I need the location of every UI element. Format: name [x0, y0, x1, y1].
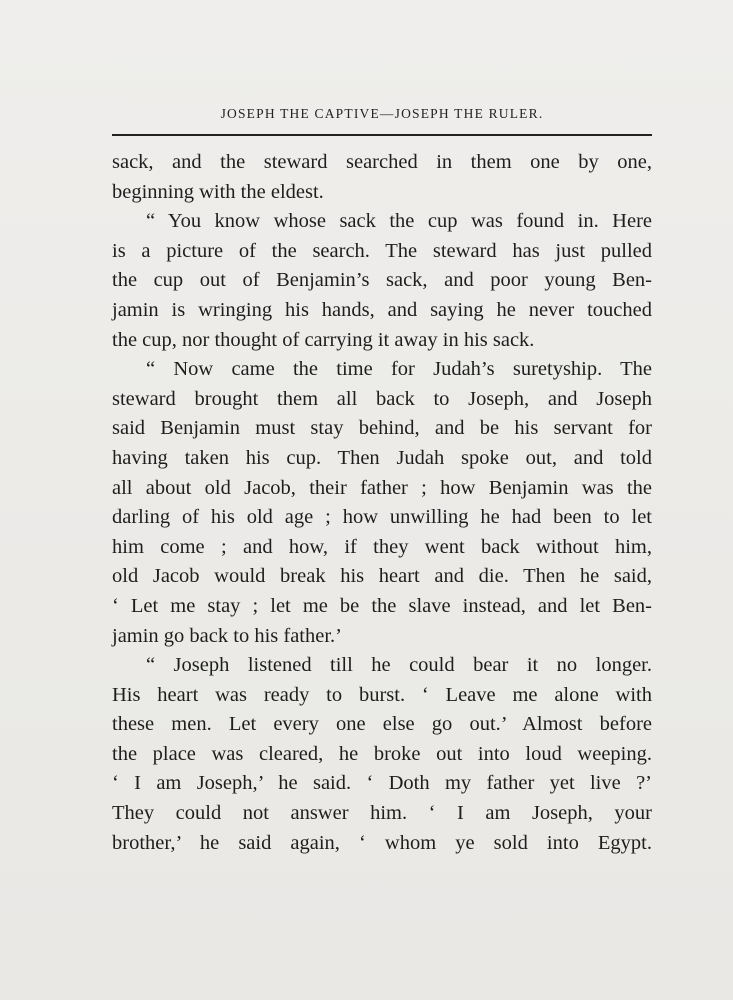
body-text [112, 148, 652, 858]
text-line: him come ; and how, if they went back without him, [112, 535, 652, 558]
text-line: sack, and the steward searched in them one by one, [112, 151, 652, 173]
text-line: said Benjamin must stay behind, and be his servant for [112, 417, 652, 440]
text-line: “ You know whose sack the cup was found in. Here [146, 210, 652, 233]
text-line: steward brought them all back to Joseph, and Joseph [112, 387, 652, 410]
text-line: ‘ Let me stay ; let me be the slave instead, and let Ben- [112, 594, 652, 617]
text-line: jamin go back to his father.’ [112, 624, 342, 647]
text-line: the cup out of Benjamin’s sack, and poor young Ben- [112, 269, 652, 292]
text-line: these men. Let every one else go out.’ Almost before [112, 713, 652, 736]
text-line: the place was cleared, he broke out into loud weeping. [112, 742, 652, 765]
text-line: “ Now came the time for Judah’s suretyship. The [146, 358, 652, 381]
text-line: old Jacob would break his heart and die. Then he said, [112, 565, 652, 588]
text-line: having taken his cup. Then Judah spoke out, and told [112, 446, 652, 469]
text-line: ‘ I am Joseph,’ he said. ‘ Doth my father yet live ?’ [112, 772, 652, 795]
text-line: darling of his old age ; how unwilling he had been to let [112, 506, 652, 529]
header-rule [112, 134, 652, 136]
text-line: brother,’ he said again, ‘ whom ye sold into Egypt. [112, 831, 652, 854]
text-line: all about old Jacob, their father ; how Benjamin was the [112, 476, 652, 499]
text-line: “ Joseph listened till he could bear it no longer. [146, 654, 652, 677]
text-line: is a picture of the search. The steward has just pulled [112, 239, 652, 262]
text-line: They could not answer him. ‘ I am Joseph, your [112, 802, 652, 825]
text-line: His heart was ready to burst. ‘ Leave me alone with [112, 683, 652, 706]
text-line: beginning with the eldest. [112, 180, 324, 203]
text-line: the cup, nor thought of carrying it away in his sack. [112, 328, 535, 351]
running-head: JOSEPH THE CAPTIVE—JOSEPH THE RULER. [220, 106, 544, 121]
text-line: jamin is wringing his hands, and saying he never touched [112, 298, 652, 321]
